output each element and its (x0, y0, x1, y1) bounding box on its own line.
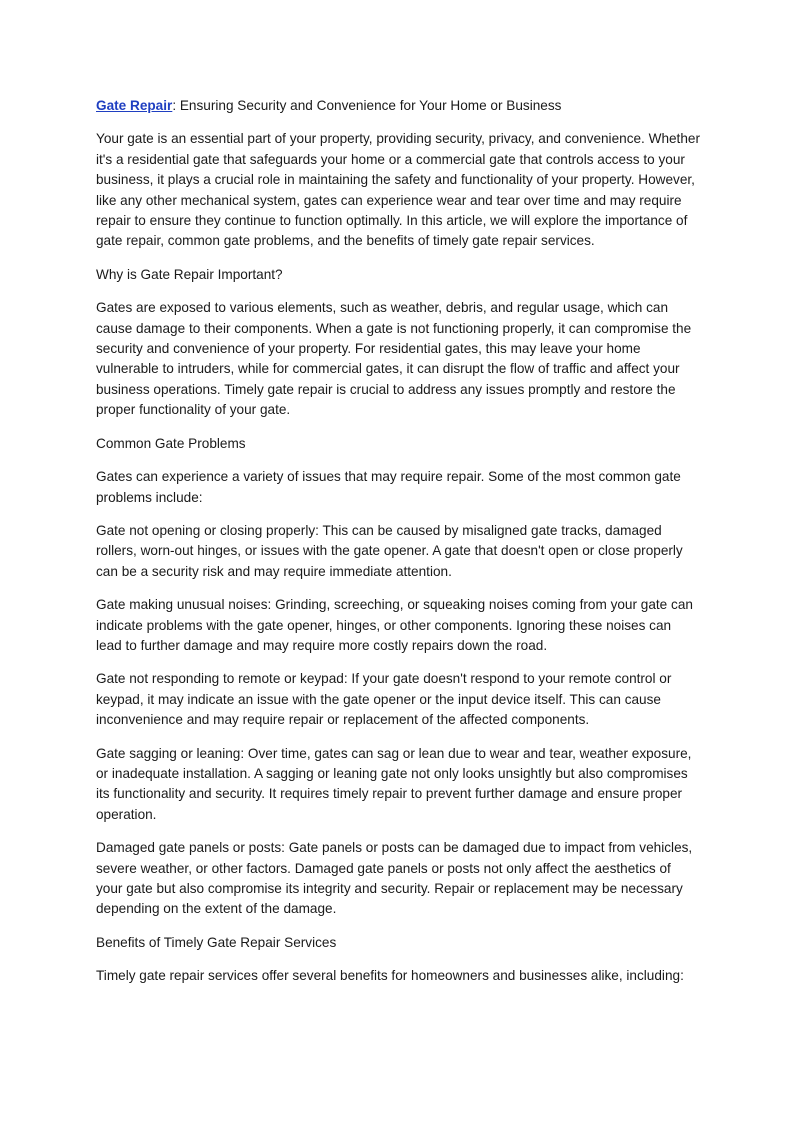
problem-paragraph: Gate making unusual noises: Grinding, screeching, or squeaking noises coming from your gate can indicate problems with the gate opener, hinges, or other components. Ignoring these noises can lead to further damage and may require more costly repairs down the road. (96, 597, 693, 653)
common-intro-paragraph: Gates can experience a variety of issues that may require repair. Some of the most common gate problems include: (96, 469, 681, 505)
problem-paragraph: Gate not opening or closing properly: This can be caused by misaligned gate tracks, damaged rollers, worn-out hinges, or issues with the gate opener. A gate that doesn't open or close properly can be a security risk and may require immediate attention. (96, 522, 683, 579)
heading-common-problems: Common Gate Problems (96, 435, 246, 451)
benefits-intro-paragraph: Timely gate repair services offer several benefits for homeowners and businesses alike, including: (96, 968, 684, 984)
why-paragraph: Gates are exposed to various elements, such as weather, debris, and regular usage, which can cause damage to their components. When a gate is not functioning properly, it can compromise the security and convenience of your property. For residential gates, this may leave your home vulnerable to intruders, while for commercial gates, it can disrupt the flow of traffic and affect your business operations. Timely gate repair is crucial to address any issues promptly and restore the proper functionality of your gate. (96, 300, 692, 418)
problem-paragraph: Gate not responding to remote or keypad: If your gate doesn't respond to your remote control or keypad, it may indicate an issue with the gate opener or the input device itself. This can cause inconvenience and may require repair or replacement of the affected components. (96, 671, 672, 728)
heading-benefits: Benefits of Timely Gate Repair Services (96, 934, 337, 950)
intro-paragraph: Your gate is an essential part of your property, providing security, privacy, and convenience. Whether it's a residential gate that safeguards your home or a commercial gate that controls access to your business, it plays a crucial role in maintaining the safety and functionality of your property. However, like any other mechanical system, gates can experience wear and tear over time and may require repair to ensure they continue to function optimally. In this article, we will explore the importance of gate repair, common gate problems, and the benefits of timely gate repair services. (96, 131, 700, 249)
document-page (96, 96, 700, 1000)
document-title (96, 96, 700, 116)
title-rest: : Ensuring Security and Convenience for Your Home or Business (172, 98, 562, 113)
problem-paragraph: Damaged gate panels or posts: Gate panels or posts can be damaged due to impact from vehicles, severe weather, or other factors. Damaged gate panels or posts not only affect the aesthetics of your gate but also compromise its integrity and security. Repair or replacement may be necessary depending on the extent of the damage. (96, 840, 693, 917)
gate-repair-link[interactable]: Gate Repair (96, 98, 173, 113)
heading-why-important: Why is Gate Repair Important? (96, 266, 283, 282)
problem-paragraph: Gate sagging or leaning: Over time, gates can sag or lean due to wear and tear, weather exposure, or inadequate installation. A sagging or leaning gate not only looks unsightly but also compromises its functionality and security. It requires timely repair to prevent further damage and ensure proper operation. (96, 745, 692, 822)
